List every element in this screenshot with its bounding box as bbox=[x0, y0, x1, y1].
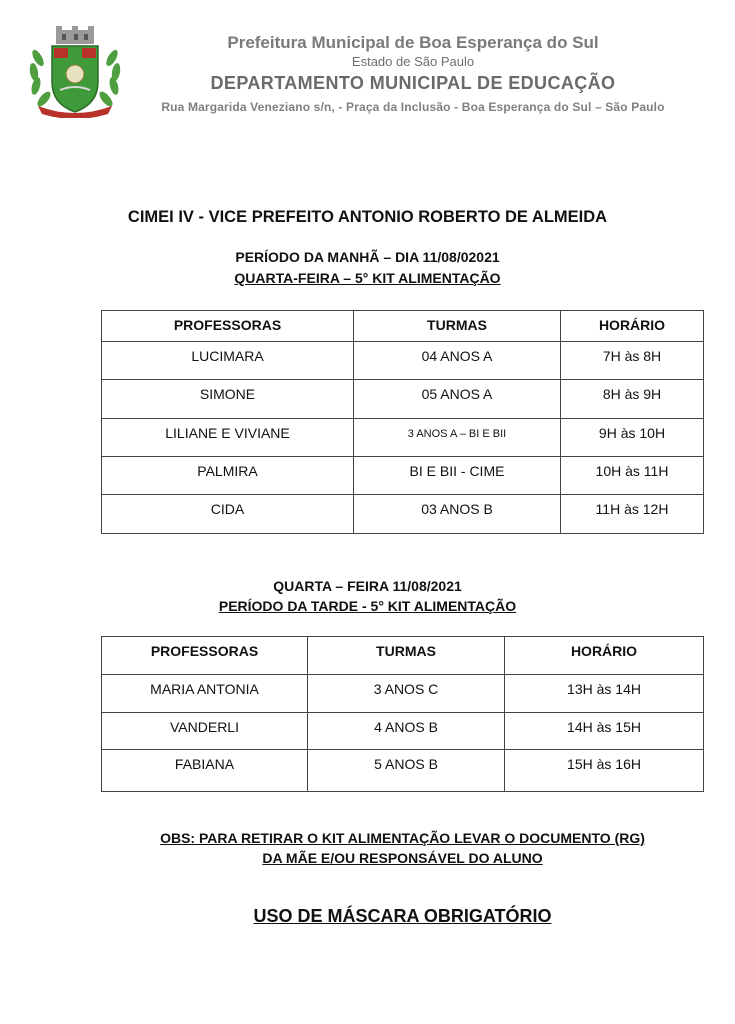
header-turmas: TURMAS bbox=[354, 311, 561, 342]
header-turmas: TURMAS bbox=[308, 637, 505, 675]
time-cell: 15H às 16H bbox=[505, 750, 704, 792]
header-state: Estado de São Paulo bbox=[351, 54, 475, 69]
teacher-cell: LUCIMARA bbox=[102, 342, 354, 380]
table-row bbox=[102, 675, 704, 713]
table-row bbox=[102, 713, 704, 750]
teacher-cell: MARIA ANTONIA bbox=[102, 675, 308, 713]
table-row bbox=[102, 342, 704, 380]
time-cell: 7H às 8H bbox=[561, 342, 704, 380]
morning-schedule-table bbox=[101, 310, 704, 534]
teacher-cell: FABIANA bbox=[102, 750, 308, 792]
teacher-cell: VANDERLI bbox=[102, 713, 308, 750]
time-cell: 13H às 14H bbox=[505, 675, 704, 713]
teacher-cell: LILIANE E VIVIANE bbox=[102, 419, 354, 457]
class-cell: 04 ANOS A bbox=[354, 342, 561, 380]
teacher-cell: CIDA bbox=[102, 495, 354, 534]
time-cell: 9H às 10H bbox=[561, 419, 704, 457]
time-cell: 14H às 15H bbox=[505, 713, 704, 750]
table-row bbox=[102, 750, 704, 792]
time-cell: 8H às 9H bbox=[561, 380, 704, 419]
class-cell: 3 ANOS C bbox=[308, 675, 505, 713]
school-title: CIMEI IV - VICE PREFEITO ANTONIO ROBERTO DE ALMEIDA bbox=[127, 208, 608, 226]
afternoon-kit-title: PERÍODO DA TARDE - 5° KIT ALIMENTAÇÃO bbox=[218, 598, 517, 614]
header-address: Rua Margarida Veneziano s/n, - Praça da Inclusão - Boa Esperança do Sul – São Paulo bbox=[161, 100, 665, 114]
class-cell: 3 ANOS A – BI E BII bbox=[354, 419, 561, 457]
teacher-cell: PALMIRA bbox=[102, 457, 354, 495]
header-municipality: Prefeitura Municipal de Boa Esperança do Sul bbox=[227, 33, 599, 52]
table-header-row bbox=[102, 311, 704, 342]
header-department: DEPARTAMENTO MUNICIPAL DE EDUCAÇÃO bbox=[210, 73, 616, 93]
time-cell: 11H às 12H bbox=[561, 495, 704, 534]
morning-kit-title: QUARTA-FEIRA – 5° KIT ALIMENTAÇÃO bbox=[234, 270, 501, 286]
table-header-row bbox=[102, 637, 704, 675]
class-cell: BI E BII - CIME bbox=[354, 457, 561, 495]
header-horario: HORÁRIO bbox=[505, 637, 704, 675]
table-row bbox=[102, 457, 704, 495]
class-cell: 5 ANOS B bbox=[308, 750, 505, 792]
header-professoras: PROFESSORAS bbox=[102, 311, 354, 342]
header-horario: HORÁRIO bbox=[561, 311, 704, 342]
class-cell: 4 ANOS B bbox=[308, 713, 505, 750]
header-professoras: PROFESSORAS bbox=[102, 637, 308, 675]
mask-notice: USO DE MÁSCARA OBRIGATÓRIO bbox=[253, 906, 552, 926]
class-cell: 05 ANOS A bbox=[354, 380, 561, 419]
obs-line-2: DA MÃE E/OU RESPONSÁVEL DO ALUNO bbox=[262, 850, 543, 866]
time-cell: 10H às 11H bbox=[561, 457, 704, 495]
morning-period-title: PERÍODO DA MANHÃ – DIA 11/08/02021 bbox=[235, 249, 500, 265]
afternoon-schedule-table bbox=[101, 636, 704, 792]
table-row bbox=[102, 419, 704, 457]
afternoon-date-title: QUARTA – FEIRA 11/08/2021 bbox=[273, 578, 462, 594]
table-row bbox=[102, 380, 704, 419]
obs-line-1: OBS: PARA RETIRAR O KIT ALIMENTAÇÃO LEVAR O DOCUMENTO (RG) bbox=[160, 830, 645, 846]
table-row bbox=[102, 495, 704, 534]
teacher-cell: SIMONE bbox=[102, 380, 354, 419]
class-cell: 03 ANOS B bbox=[354, 495, 561, 534]
municipal-crest-logo bbox=[24, 24, 126, 118]
